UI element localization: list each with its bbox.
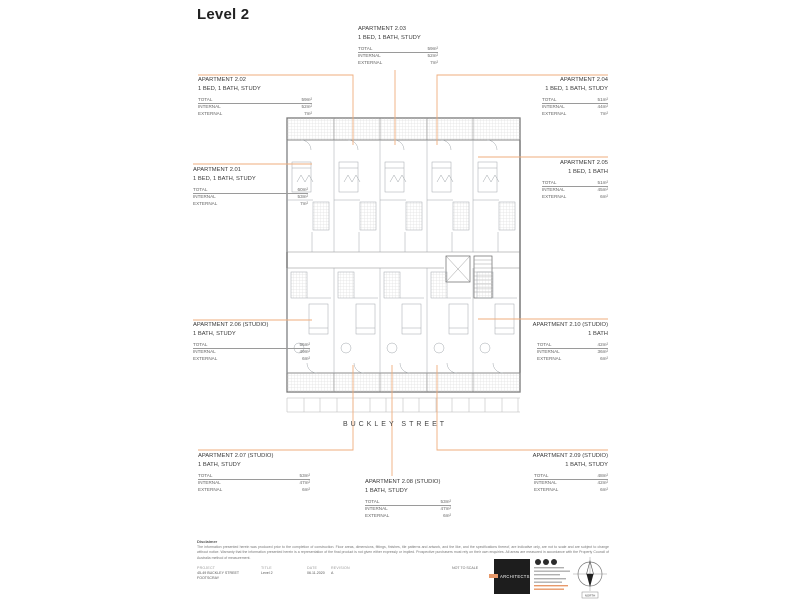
apartment-annotation-2-03 [358,25,438,66]
area-value: 42m² [597,480,608,486]
project-line1: 45-49 BUCKLEY STREET [197,571,240,575]
area-table [198,96,312,117]
revision-label: REVISION [331,566,350,570]
apartment-name: APARTMENT 2.05 [559,160,608,166]
area-label: TOTAL [198,96,213,102]
area-value: 6m² [600,193,608,199]
apartment-type: 1 BATH [588,330,608,337]
area-value: 51m² [597,179,608,185]
apartment-annotation-2-05 [528,159,608,200]
area-value: 53m² [297,194,308,200]
area-value: 6m² [600,355,608,361]
apartment-annotation-2-01 [193,166,308,207]
area-value: 53m² [299,472,310,478]
apartment-annotation-2-04 [528,76,608,117]
area-label: TOTAL [365,498,380,504]
apartment-type: 1 BATH, STUDY [198,461,241,468]
area-value: 36m² [597,349,608,355]
area-table [542,96,608,117]
apartment-name: APARTMENT 2.04 [559,77,608,83]
area-label: EXTERNAL [534,486,559,492]
area-label: TOTAL [537,341,552,347]
area-label: EXTERNAL [198,110,223,116]
apartment-annotation-2-10 [523,321,608,362]
area-label: INTERNAL [542,104,565,110]
project-line2: FOOTSCRAY [197,576,220,580]
area-value: 45m² [597,187,608,193]
project-label: PROJECT [197,566,216,570]
apartment-name: APARTMENT 2.03 [358,26,407,32]
area-table [198,472,310,493]
apartment-name: APARTMENT 2.02 [198,77,247,83]
area-value: 52m² [301,104,312,110]
apartment-name: APARTMENT 2.10 (STUDIO) [532,322,608,328]
apartment-name: APARTMENT 2.09 (STUDIO) [532,453,608,459]
architects-logo [489,559,530,594]
apartment-type: 1 BED, 1 BATH, STUDY [545,85,608,92]
area-label: INTERNAL [193,194,216,200]
apartment-annotation-2-06 [193,321,310,362]
area-label: INTERNAL [358,53,381,59]
area-label: TOTAL [358,45,373,51]
area-label: TOTAL [193,341,208,347]
area-label: INTERNAL [365,506,388,512]
north-compass [573,557,607,598]
area-value: 7m² [430,59,438,65]
area-value: 59m² [427,45,438,51]
not-to-scale-label: NOT TO SCALE [452,566,479,570]
area-value: 47m² [440,506,451,512]
area-label: EXTERNAL [542,193,567,199]
area-value: 47m² [299,480,310,486]
date-value: 06.11.2020 [307,571,325,575]
apartment-annotation-2-08 [365,478,451,519]
area-value: 42m² [597,341,608,347]
page-title: Level 2 [197,6,250,23]
area-value: 6m² [302,486,310,492]
street-label: BUCKLEY STREET [342,421,448,428]
apartment-annotation-2-07 [198,452,310,493]
area-label: EXTERNAL [358,59,383,65]
area-table [542,179,608,200]
area-label: INTERNAL [537,349,560,355]
area-label: EXTERNAL [365,512,390,518]
area-value: 52m² [427,53,438,59]
apartment-name: APARTMENT 2.08 (STUDIO) [365,479,441,485]
area-table [193,186,308,207]
apartment-name: APARTMENT 2.07 (STUDIO) [198,453,274,459]
area-label: INTERNAL [542,187,565,193]
area-value: 55m² [299,341,310,347]
area-value: 49m² [299,349,310,355]
area-value: 59m² [301,96,312,102]
area-label: EXTERNAL [537,355,562,361]
contact-block [534,559,570,590]
disclaimer-title: Disclaimer [197,539,218,544]
area-value: 60m² [297,186,308,192]
area-value: 51m² [597,96,608,102]
apartment-name: APARTMENT 2.06 (STUDIO) [193,322,269,328]
apartment-type: 1 BATH, STUDY [565,461,608,468]
north-label: NORTH [584,593,596,598]
apartment-type: 1 BED, 1 BATH, STUDY [358,34,421,41]
area-label: INTERNAL [198,480,221,486]
area-value: 6m² [600,486,608,492]
area-label: EXTERNAL [198,486,223,492]
revision-value: A [331,571,334,575]
title-label: TITLE [261,566,272,570]
apartment-name: APARTMENT 2.01 [193,167,242,173]
area-label: INTERNAL [193,349,216,355]
apartment-type: 1 BATH, STUDY [193,330,236,337]
apartment-annotation-2-02 [198,76,312,117]
apartment-annotation-2-09 [520,452,608,493]
apartment-type: 1 BED, 1 BATH [568,168,608,175]
area-label: TOTAL [534,472,549,478]
apartment-type: 1 BATH, STUDY [365,487,408,494]
disclaimer-text: The information presented herein was produced prior to the completion of construction. Floor areas, dimensions, fittings, finishes, tile patterns and artwork, and the like, and the specifications thereof, are indicative only, are not to scale and are subject to change without notice. Warranty that the information presented herein is a representation of the final product is not given either expressly or implied. Prospective purchasers must rely on their own enquiries. All areas are measured in accordance with the Property Council of Australia method of measurement. [197,545,609,560]
area-label: TOTAL [542,96,557,102]
area-label: EXTERNAL [193,200,218,206]
area-value: 7m² [300,200,308,206]
area-label: INTERNAL [534,480,557,486]
area-label: EXTERNAL [542,110,567,116]
area-label: TOTAL [542,179,557,185]
area-label: TOTAL [193,186,208,192]
area-table [365,498,451,519]
area-label: EXTERNAL [193,355,218,361]
area-value: 7m² [600,110,608,116]
area-value: 53m² [440,498,451,504]
area-value: 6m² [302,355,310,361]
area-value: 48m² [597,472,608,478]
area-value: 44m² [597,104,608,110]
apartment-type: 1 BED, 1 BATH, STUDY [198,85,261,92]
date-label: DATE [307,566,318,570]
area-value: 7m² [304,110,312,116]
area-table [358,45,438,66]
area-label: TOTAL [198,472,213,478]
area-table [537,341,608,362]
architects-label: ARCHITECTS [500,574,530,579]
area-label: INTERNAL [198,104,221,110]
area-table [193,341,310,362]
title-value: Level 2 [261,571,273,575]
area-value: 6m² [443,512,451,518]
apartment-type: 1 BED, 1 BATH, STUDY [193,175,256,182]
area-table [534,472,608,493]
